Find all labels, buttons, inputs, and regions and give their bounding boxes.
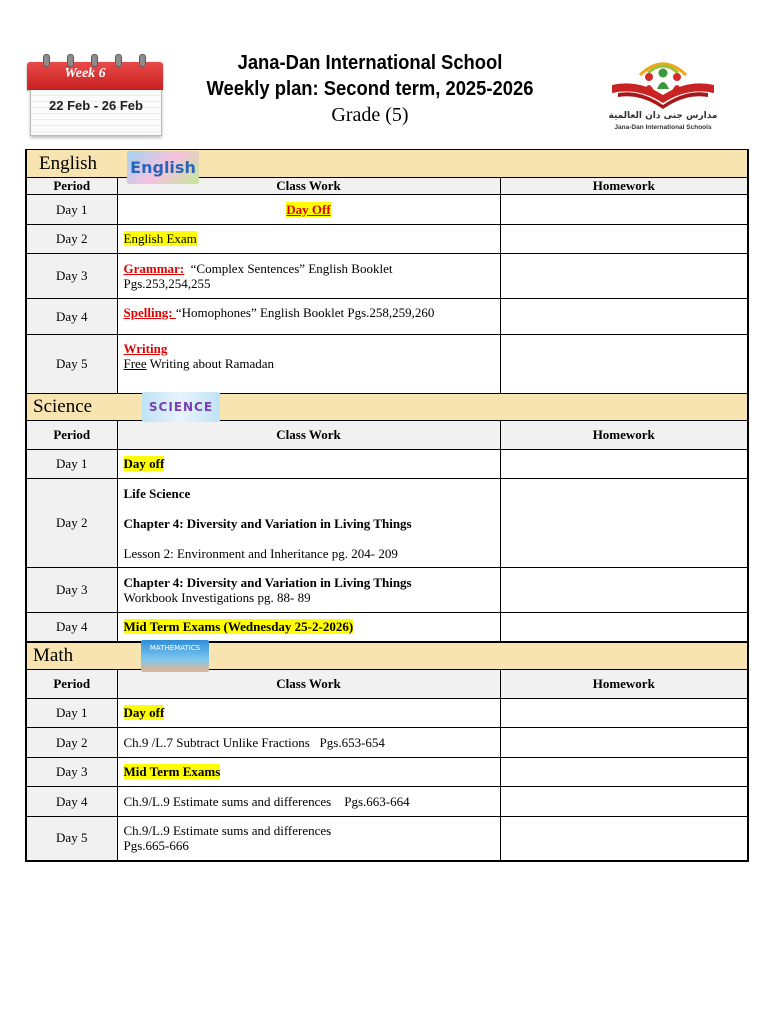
logo-emblem-icon <box>604 55 722 111</box>
day-label: Day 5 <box>26 335 117 394</box>
homework-cell <box>500 699 748 728</box>
science-column-headers <box>26 421 748 450</box>
day-label: Day 1 <box>26 195 117 225</box>
math-subject-icon: MATHEMATICS <box>141 640 209 672</box>
topic-label: Writing <box>123 341 168 356</box>
day-label: Day 2 <box>26 225 117 254</box>
school-name: Jana-Dan International School <box>237 52 503 74</box>
table-row <box>26 758 748 787</box>
day-label: Day 4 <box>26 299 117 335</box>
logo-english-text: Jana-Dan International Schools <box>614 124 712 131</box>
day-label: Day 2 <box>26 728 117 758</box>
english-plan-table <box>25 149 749 395</box>
homework-cell <box>500 195 748 225</box>
class-work-text: Day off <box>123 705 165 720</box>
table-row <box>26 225 748 254</box>
science-subject-icon: SCIENCE <box>142 392 220 422</box>
english-section-header <box>26 150 748 178</box>
table-row <box>26 817 748 861</box>
class-work-text: Ch.9 /L.7 Subtract Unlike Fractions Pgs.653-654 <box>117 728 500 758</box>
english-section-title: English <box>39 152 98 174</box>
day-label: Day 1 <box>26 450 117 479</box>
table-row <box>26 613 748 642</box>
table-row <box>26 195 748 225</box>
table-row <box>26 787 748 817</box>
period-column-header: Period <box>26 178 117 195</box>
day-label: Day 3 <box>26 568 117 613</box>
math-section-title: Math <box>33 645 74 666</box>
day-label: Day 1 <box>26 699 117 728</box>
day-label: Day 4 <box>26 787 117 817</box>
table-row <box>26 568 748 613</box>
science-section-header <box>26 394 748 421</box>
class-work-text: Ch.9/L.9 Estimate sums and differences <box>123 823 332 839</box>
homework-cell <box>500 728 748 758</box>
class-work-column-header: Class Work <box>117 178 500 195</box>
table-row <box>26 479 748 568</box>
math-plan-table <box>25 642 749 862</box>
period-column-header: Period <box>26 421 117 450</box>
math-column-headers <box>26 670 748 699</box>
topic-label: Spelling: <box>123 305 176 320</box>
class-work-text: “Complex Sentences” English Booklet <box>190 261 393 276</box>
day-label: Day 2 <box>26 479 117 568</box>
math-section-header <box>26 643 748 670</box>
lesson-text: Lesson 2: Environment and Inheritance pg. 204- 209 <box>123 545 398 561</box>
table-row <box>26 699 748 728</box>
homework-cell <box>500 450 748 479</box>
homework-cell <box>500 817 748 861</box>
class-work-column-header: Class Work <box>117 670 500 699</box>
class-work-text: Day off <box>123 456 165 471</box>
class-work-text: “Homophones” English Booklet Pgs.258,259,260 <box>175 305 435 320</box>
day-label: Day 3 <box>26 758 117 787</box>
science-section-title: Science <box>33 396 93 417</box>
day-label: Day 5 <box>26 817 117 861</box>
calendar-date-range: 22 Feb - 26 Feb <box>49 98 143 113</box>
class-work-text: Ch.9/L.9 Estimate sums and differences Pgs.663-664 <box>117 787 500 817</box>
pages-text: Pgs.253,254,255 <box>123 276 211 291</box>
homework-cell <box>500 225 748 254</box>
homework-cell <box>500 335 748 394</box>
class-work-text: Day Off <box>286 201 331 217</box>
calendar-page <box>30 90 162 136</box>
homework-cell <box>500 479 748 568</box>
table-row <box>26 450 748 479</box>
day-label: Day 3 <box>26 254 117 299</box>
topic-label: Grammar: <box>123 261 185 276</box>
school-logo <box>604 55 722 135</box>
class-work-text: Free <box>123 356 147 371</box>
table-row <box>26 335 748 394</box>
table-row <box>26 254 748 299</box>
table-row <box>26 728 748 758</box>
homework-column-header: Homework <box>500 421 748 450</box>
homework-cell <box>500 613 748 642</box>
class-work-text: Mid Term Exams <box>123 764 221 779</box>
period-column-header: Period <box>26 670 117 699</box>
table-row <box>26 299 748 335</box>
chapter-title: Chapter 4: Diversity and Variation in Living Things <box>123 515 412 531</box>
homework-column-header: Homework <box>500 178 748 195</box>
english-subject-icon: English <box>127 151 199 184</box>
homework-cell <box>500 758 748 787</box>
workbook-text: Workbook Investigations pg. 88- 89 <box>123 590 311 605</box>
homework-cell <box>500 254 748 299</box>
unit-title: Life Science <box>123 485 191 501</box>
chapter-title: Chapter 4: Diversity and Variation in Living Things <box>123 575 412 590</box>
homework-cell <box>500 787 748 817</box>
calendar-week-label: Week 6 <box>64 66 106 81</box>
science-plan-table <box>25 393 749 643</box>
class-work-text: Writing about Ramadan <box>146 356 275 371</box>
class-work-column-header: Class Work <box>117 421 500 450</box>
document-title-block <box>170 50 570 129</box>
week-calendar-graphic <box>27 57 163 135</box>
logo-arabic-text: مدارس جنى دان العالمية <box>608 111 718 121</box>
class-work-text: English Exam <box>123 231 197 246</box>
homework-cell <box>500 568 748 613</box>
homework-column-header: Homework <box>500 670 748 699</box>
plan-title: Weekly plan: Second term, 2025-2026 <box>206 78 534 100</box>
grade-label: Grade (5) <box>331 104 409 126</box>
class-work-text: Mid Term Exams (Wednesday 25-2-2026) <box>123 618 354 634</box>
pages-text: Pgs.665-666 <box>123 838 189 854</box>
homework-cell <box>500 299 748 335</box>
day-label: Day 4 <box>26 613 117 642</box>
